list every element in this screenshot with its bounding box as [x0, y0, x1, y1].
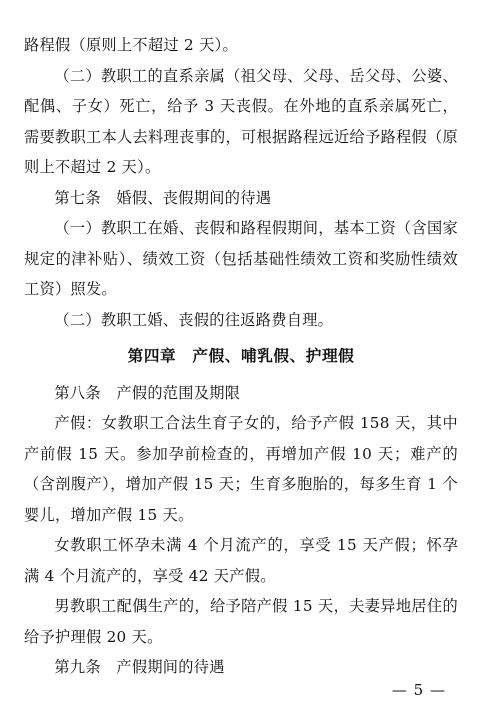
page-number: — 5 — [391, 681, 446, 699]
paragraph-paternity-leave: 男教职工配偶生产的，给予陪产假 15 天，夫妻异地居住的给予护理假 20 天。 [24, 597, 458, 646]
paragraph-travel-expense: （二）教职工婚、丧假的往返路费自理。 [54, 310, 334, 329]
paragraph-maternity-leave: 产假：女教职工合法生育子女的，给予产假 158 天，其中产前假 15 天。参加孕前检查的，再增加产假 10 天；难产的（含剖腹产），增加产假 15 天；生育多胞胎的，每多生育 1 个婴儿，增加产假 15 天。 [24, 414, 458, 524]
article-9-heading: 第九条 产假期间的待遇 [54, 658, 225, 676]
paragraph-bereavement-leave: （二）教职工的直系亲属（祖父母、父母、岳父母、公婆、配偶、子女）死亡，给予 3 天丧假。在外地的直系亲属死亡，需要教职工本人去料理丧事的，可根据路程远近给予路程假（原则上不超过 2 天）。 [24, 66, 458, 176]
article-7-heading: 第七条 婚假、丧假期间的待遇 [54, 188, 272, 207]
body-text [24, 30, 458, 683]
paragraph-continuation: 路程假（原则上不超过 2 天）。 [24, 36, 238, 54]
paragraph-leave-pay: （一）教职工在婚、丧假和路程假期间，基本工资（含国家规定的津补贴）、绩效工资（包括基础性绩效工资和奖励性绩效工资）照发。 [24, 219, 458, 298]
paragraph-miscarriage-leave: 女教职工怀孕未满 4 个月流产的，享受 15 天产假；怀孕满 4 个月流产的，享受 42 天产假。 [24, 536, 458, 585]
article-8-heading: 第八条 产假的范围及期限 [54, 383, 241, 402]
chapter-title: 第四章 产假、哺乳假、护理假 [127, 347, 355, 365]
